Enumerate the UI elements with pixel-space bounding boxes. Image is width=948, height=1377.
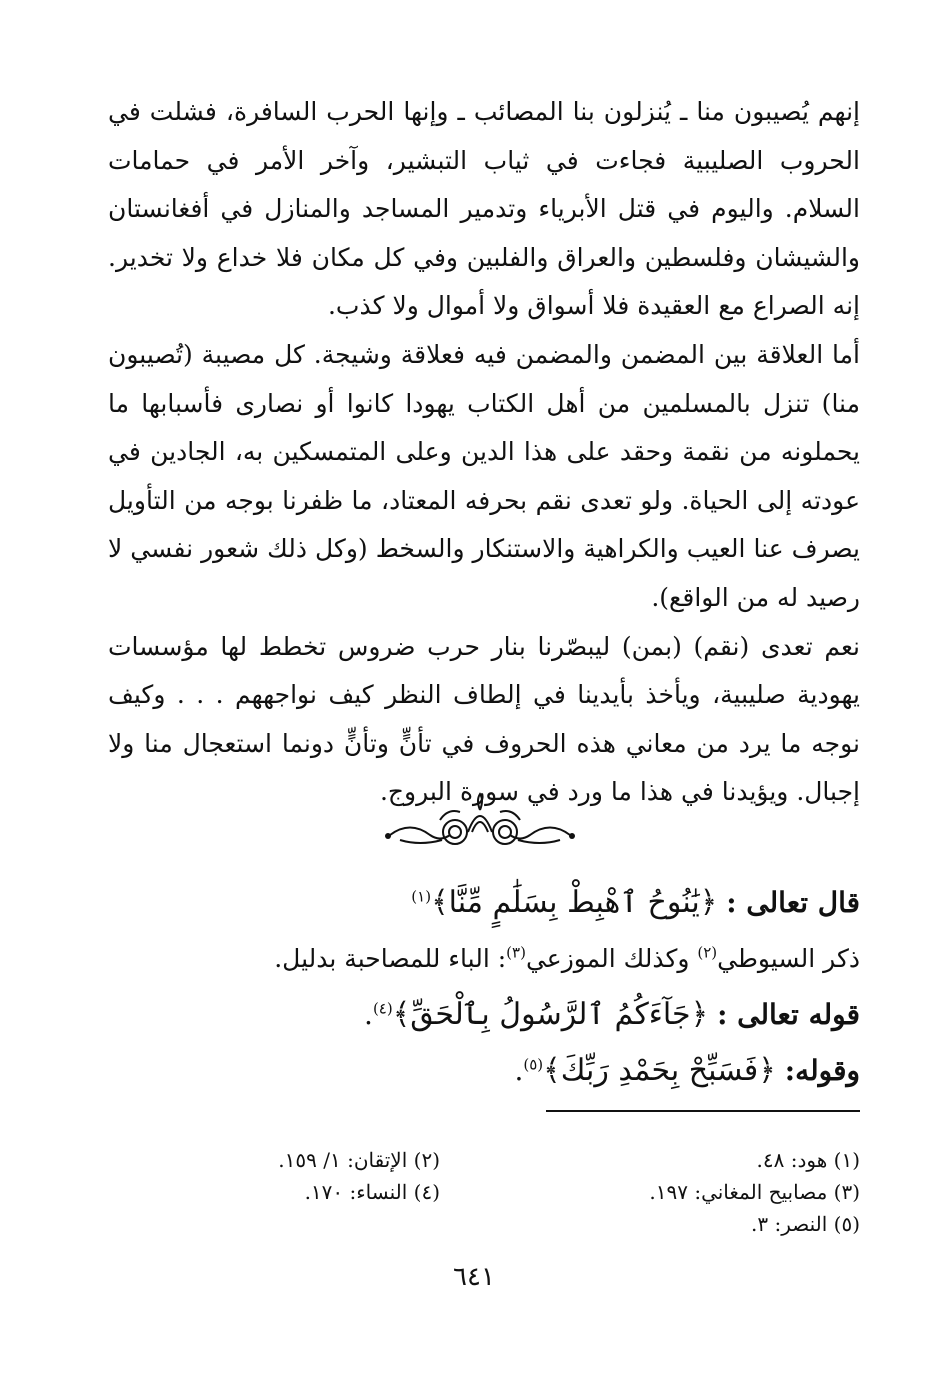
footnote-row — [108, 1176, 860, 1208]
footnote-ref: (١) — [411, 887, 432, 906]
footnote-ref: (٥) — [523, 1055, 544, 1074]
quotations — [108, 875, 860, 1099]
quote-lead: قال تعالى : — [726, 886, 860, 919]
page-number: ٦٤١ — [453, 1262, 495, 1292]
paragraph-1: إنهم يُصيبون منا ـ يُنزلون بنا المصائب ـ وإنها الحرب السافرة، فشلت في الحروب الصليبية فجاءت في ثياب التبشير، وآخر الأمر في حمامات السلام. واليوم في قتل الأبرياء وتدمير المساجد والمنازل في أفغانستان والشيشان وفلسطين والعراق والفلبين وفي كل مكان فلا خداع ولا تخدير. إنه الصراع مع العقيدة فلا أسواق ولا أموال ولا كذب. — [108, 97, 860, 321]
quote-lead: قوله تعالى : — [717, 998, 860, 1031]
quran-verse: ﴿جَآءَكُمُ ٱلرَّسُولُ بِٱلْحَقِّ﴾ — [392, 997, 709, 1032]
quote-tail: . — [514, 1054, 524, 1087]
footnote-ref: (٣) — [506, 943, 526, 962]
footnote-row — [108, 1144, 860, 1176]
quote-line-2 — [108, 931, 860, 987]
quote-tail: . — [364, 998, 373, 1031]
footnote-3: (٣) مصابيح المغاني: ١٩٧. — [649, 1180, 860, 1204]
footnote-4: (٤) النساء: ١٧٠. — [304, 1180, 440, 1204]
quote-line-3 — [108, 987, 860, 1043]
footnote-5: (٥) النصر: ٣. — [751, 1212, 860, 1236]
quote-lead: وقوله: — [784, 1054, 860, 1087]
footnote-ref: (٤) — [372, 999, 393, 1018]
paragraph-2: أما العلاقة بين المضمن والمضمن فيه فعلاقة وشيجة. كل مصيبة (تُصيبون منا) تنزل بالمسلمين من أهل الكتاب يهودا كانوا أو نصارى فأسبابها ما يحملونه من نقمة وحقد على هذا الدين وعلى المتمسكين به، الجادين في عودته إلى الحياة. ولو تعدى نقم بحرفه المعتاد، ما ظفرنا بوجه من التأويل يصرف عنا العيب والكراهية والاستنكار والسخط (وكل ذلك شعور نفسي لا رصيد له من الواقع). — [108, 339, 861, 612]
body-text — [108, 88, 860, 817]
paragraph-3: نعم تعدى (نقم) (بمن) ليبصّرنا بنار حرب ضروس تخطط لها مؤسسات يهودية صليبية، ويأخذ بأيدينا في إلطاف النظر كيف نواجههم . . . وكيف نوجه ما يرد من معاني هذه الحروف في تأنٍّ وتأنٍّ دونما استعجال منا ولا إجبال. ويؤيدنا في هذا ما ورد في سورة البروج. — [108, 631, 860, 807]
footnotes — [108, 1144, 860, 1240]
footnote-row — [108, 1208, 860, 1240]
footnote-ref: (٢) — [697, 943, 718, 962]
quran-verse: ﴿يَٰنُوحُ ٱهْبِطْ بِسَلَٰمٍ مِّنَّا﴾ — [431, 885, 718, 920]
footnote-1: (١) هود: ٤٨. — [756, 1148, 860, 1172]
commentary-text: : الباء للمصاحبة بدليل. — [274, 944, 507, 973]
footnote-divider — [546, 1110, 860, 1112]
quran-verse: ﴿فَسَبِّحْ بِحَمْدِ رَبِّكَ﴾ — [543, 1053, 776, 1088]
commentary-text: وكذلك الموزعي — [525, 944, 698, 973]
quote-line-4 — [108, 1043, 860, 1099]
quote-line-1 — [108, 875, 860, 931]
commentary-text: ذكر السيوطي — [717, 944, 860, 973]
section-ornament — [380, 790, 580, 860]
footnote-2: (٢) الإتقان: ١/ ١٥٩. — [278, 1148, 440, 1172]
